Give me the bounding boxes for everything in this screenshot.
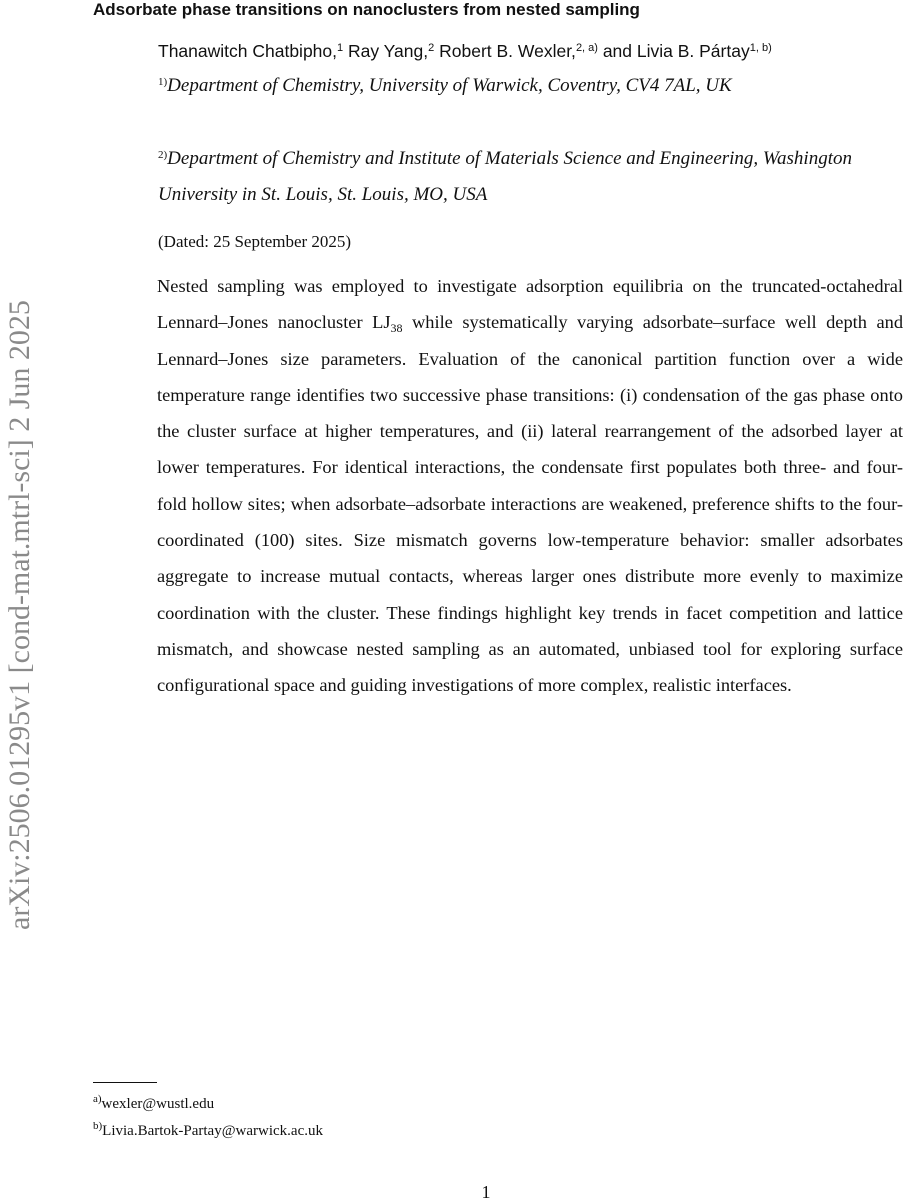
- footnote-mark: b): [93, 1120, 103, 1132]
- footnote-mark: a): [93, 1093, 102, 1105]
- abstract-text: Nested sampling was employed to investigate adsorption equilibria on the truncated-octahedral Lennard–Jones nanocluster: [157, 276, 903, 333]
- footnote: [93, 1121, 323, 1141]
- footnote-divider: [93, 1082, 157, 1083]
- affiliation: [158, 68, 888, 104]
- author-list: [158, 39, 878, 63]
- abstract: [157, 268, 903, 704]
- dated-line: (Dated: 25 September 2025): [158, 232, 352, 251]
- author-name: Robert B. Wexler,: [439, 41, 576, 61]
- affiliation-mark: 2): [158, 149, 168, 161]
- arxiv-identifier-stamp: arXiv:2506.01295v1 [cond-mat.mtrl-sci] 2 Jun 2025: [3, 300, 36, 930]
- author-affiliation-mark: 1: [337, 42, 344, 54]
- paper-title: Adsorbate phase transitions on nanoclusters from nested sampling: [93, 0, 640, 19]
- footnote-email[interactable]: wexler@wustl.edu: [101, 1096, 215, 1112]
- author-name: and Livia B. Pártay: [602, 41, 750, 61]
- affiliation-text: Department of Chemistry and Institute of Materials Science and Engineering, Washington University in St. Louis, St. Louis, MO, USA: [158, 148, 852, 205]
- author-affiliation-mark: 1, b): [749, 42, 772, 54]
- footnote: [93, 1094, 214, 1114]
- abstract-text: while systematically varying adsorbate–surface well depth and Lennard–Jones size parameters. Evaluation of the canonical partition function over a wide temperature range identifies two successive phase transitions: (i) condensation of the gas phase onto the cluster surface at higher temperatures, and (ii) lateral rearrangement of the adsorbed layer at lower temperatures. For identical interactions, the condensate first populates both three- and four-fold hollow sites; when adsorbate–adsorbate interactions are weakened, preference shifts to the four-coordinated (100) sites. Size mismatch governs low-temperature behavior: smaller adsorbates aggregate to increase mutual contacts, whereas larger ones distribute more evenly to maximize coordination with the cluster. These findings highlight key trends in facet competition and lattice mismatch, and showcase nested sampling as an automated, unbiased tool for exploring surface configurational space and guiding investigations of more complex, realistic interfaces.: [157, 312, 903, 696]
- affiliation-text: Department of Chemistry, University of Warwick, Coventry, CV4 7AL, UK: [167, 75, 732, 96]
- author-affiliation-mark: 2, a): [575, 42, 598, 54]
- author-name: Ray Yang,: [348, 41, 429, 61]
- affiliation: [158, 141, 888, 213]
- footnote-email[interactable]: Livia.Bartok-Partay@warwick.ac.uk: [102, 1123, 323, 1139]
- cluster-subscript: 38: [390, 321, 403, 336]
- author-name: Thanawitch Chatbipho,: [158, 41, 337, 61]
- cluster-symbol: LJ: [372, 312, 391, 333]
- author-affiliation-mark: 2: [428, 42, 435, 54]
- affiliation-mark: 1): [158, 76, 168, 88]
- page-number: 1: [481, 1182, 491, 1202]
